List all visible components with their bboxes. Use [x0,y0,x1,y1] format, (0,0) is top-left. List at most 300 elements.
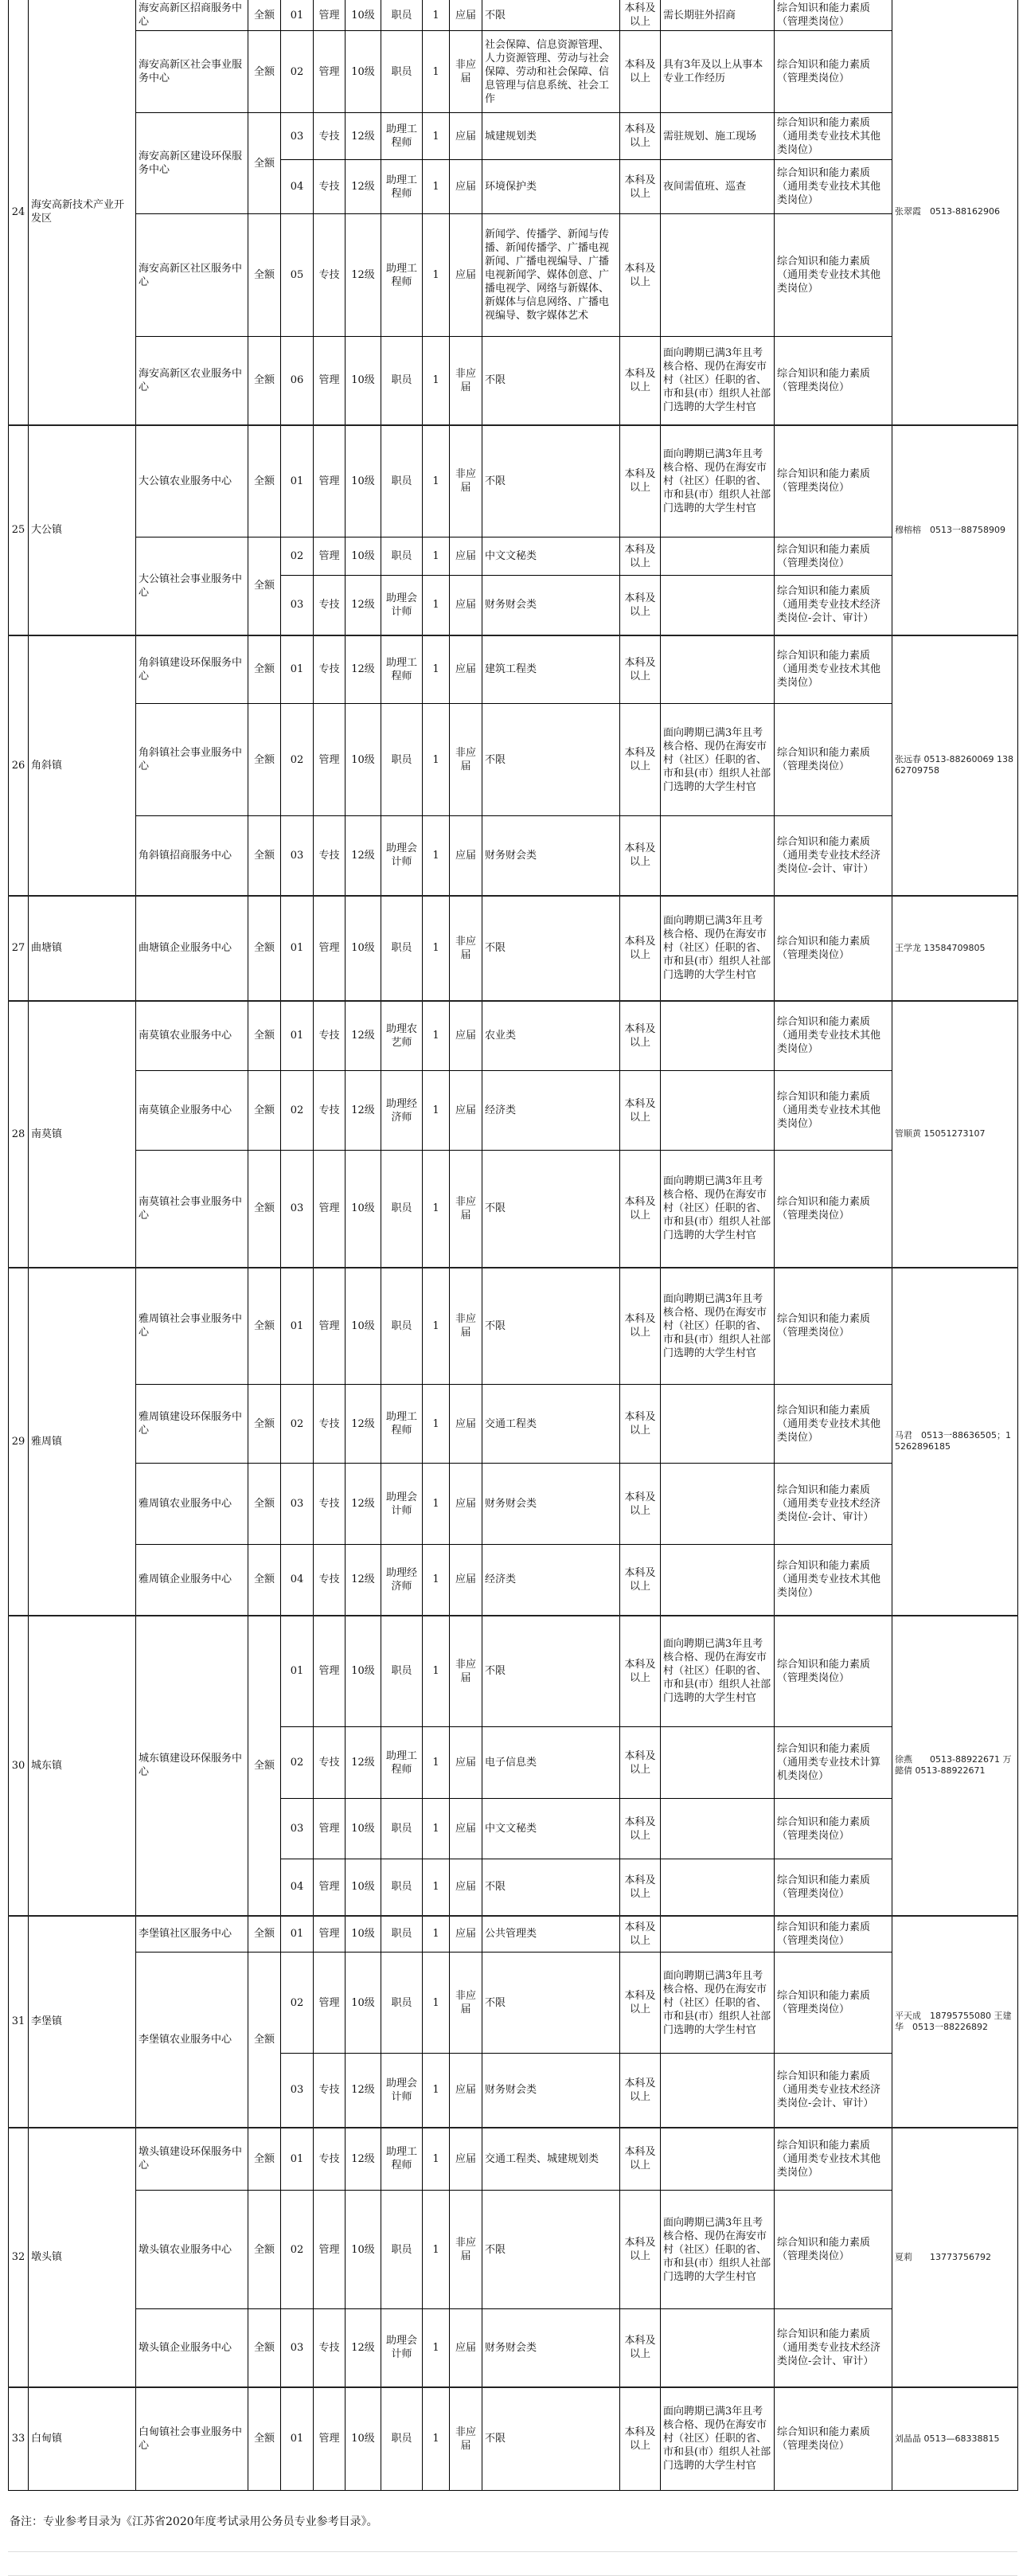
unit-name: 李堡镇社区服务中心 [136,1916,248,1953]
position-title: 助理会计师 [381,2054,423,2128]
education-requirement: 本科及以上 [620,1464,661,1545]
table-row [9,1001,1018,1071]
position-type: 管理 [314,1859,346,1916]
major-requirement: 不限 [482,1268,620,1385]
other-requirement [661,635,775,704]
position-level: 10级 [346,337,381,425]
exam-subject: 综合知识和能力素质（通用类专业技术其他类岗位） [775,1385,892,1464]
other-requirement: 面向聘期已满3年且考核合格、现仍在海安市村（社区）任职的省、市和县(市）组织人社部门选聘的大学生村官 [661,896,775,1001]
hire-count: 1 [423,537,450,576]
hire-count: 1 [423,1071,450,1151]
unit-name: 海安高新区农业服务中心 [136,337,248,425]
funding-type: 全额 [248,896,281,1001]
position-type: 专技 [314,1545,346,1616]
position-title: 职员 [381,1916,423,1953]
funding-type: 全额 [248,537,281,635]
candidate-type: 非应届 [450,1151,482,1268]
funding-type: 全额 [248,1953,281,2128]
table-row [9,337,1018,425]
candidate-type: 非应届 [450,1953,482,2054]
position-title: 职员 [381,1616,423,1727]
position-type: 管理 [314,2191,346,2309]
exam-subject: 综合知识和能力素质（通用类专业技术其他类岗位） [775,1545,892,1616]
position-title: 助理会计师 [381,2309,423,2387]
major-requirement: 不限 [482,337,620,425]
position-level: 10级 [346,1799,381,1859]
major-requirement: 交通工程类、城建规划类 [482,2128,620,2191]
position-level: 10级 [346,704,381,816]
position-code: 02 [281,1071,314,1151]
education-requirement: 本科及以上 [620,214,661,337]
candidate-type: 应届 [450,2128,482,2191]
hire-count: 1 [423,2054,450,2128]
other-requirement: 面向聘期已满3年且考核合格、现仍在海安市村（社区）任职的省、市和县(市）组织人社部门选聘的大学生村官 [661,1268,775,1385]
position-type: 管理 [314,537,346,576]
contact-info: 张远春 0513-88260069 13862709758 [892,635,1018,896]
unit-name: 墩头镇农业服务中心 [136,2191,248,2309]
position-level: 12级 [346,2128,381,2191]
hire-count: 1 [423,896,450,1001]
major-requirement: 中文文秘类 [482,537,620,576]
position-title: 助理会计师 [381,576,423,635]
major-requirement: 新闻学、传播学、新闻与传播、新闻传播学、广播电视新闻、广播电视编导、广播电视新闻学、媒体创意、广播电视学、网络与新媒体、新媒体与信息网络、广播电视编导、数字媒体艺术 [482,214,620,337]
position-title: 助理工程师 [381,1385,423,1464]
candidate-type: 应届 [450,1799,482,1859]
other-requirement: 面向聘期已满3年且考核合格、现仍在海安市村（社区）任职的省、市和县(市）组织人社部门选聘的大学生村官 [661,1151,775,1268]
position-code: 02 [281,1727,314,1799]
major-requirement: 社会保障、信息资源管理、人力资源管理、劳动与社会保障、劳动和社会保障、信息管理与信息系统、社会工作 [482,31,620,113]
position-code: 04 [281,160,314,214]
contact-info: 刘晶晶 0513—68338815 [892,2387,1018,2491]
education-requirement: 本科及以上 [620,2128,661,2191]
education-requirement: 本科及以上 [620,425,661,537]
other-requirement [661,1916,775,1953]
major-requirement: 经济类 [482,1071,620,1151]
funding-type: 全额 [248,1268,281,1385]
hire-count: 1 [423,1385,450,1464]
hire-count: 1 [423,2387,450,2491]
position-title: 职员 [381,2387,423,2491]
position-title: 职员 [381,2191,423,2309]
candidate-type: 非应届 [450,1616,482,1727]
funding-type: 全额 [248,0,281,31]
position-level: 12级 [346,1464,381,1545]
position-code: 02 [281,2191,314,2309]
other-requirement [661,214,775,337]
unit-name: 南莫镇企业服务中心 [136,1071,248,1151]
position-title: 助理会计师 [381,1464,423,1545]
candidate-type: 应届 [450,214,482,337]
position-type: 管理 [314,1151,346,1268]
major-requirement: 电子信息类 [482,1727,620,1799]
unit-name: 大公镇农业服务中心 [136,425,248,537]
other-requirement: 面向聘期已满3年且考核合格、现仍在海安市村（社区）任职的省、市和县(市）组织人社部门选聘的大学生村官 [661,2387,775,2491]
hire-count: 1 [423,1151,450,1268]
unit-name: 墩头镇企业服务中心 [136,2309,248,2387]
education-requirement: 本科及以上 [620,1151,661,1268]
position-type: 专技 [314,1071,346,1151]
major-requirement: 不限 [482,2191,620,2309]
position-title: 职员 [381,1268,423,1385]
group-index: 31 [9,1916,29,2128]
position-code: 03 [281,1799,314,1859]
hire-count: 1 [423,1001,450,1071]
hire-count: 1 [423,1616,450,1727]
education-requirement: 本科及以上 [620,31,661,113]
education-requirement: 本科及以上 [620,1268,661,1385]
other-requirement [661,1464,775,1545]
hire-count: 1 [423,576,450,635]
other-requirement: 面向聘期已满3年且考核合格、现仍在海安市村（社区）任职的省、市和县(市）组织人社部门选聘的大学生村官 [661,704,775,816]
unit-name: 大公镇社会事业服务中心 [136,537,248,635]
position-level: 10级 [346,2191,381,2309]
position-type: 专技 [314,576,346,635]
position-type: 专技 [314,816,346,896]
funding-type: 全额 [248,704,281,816]
major-requirement: 财务财会类 [482,2309,620,2387]
table-row [9,1616,1018,1727]
empty-row [8,2552,1017,2576]
position-code: 03 [281,1151,314,1268]
major-requirement: 经济类 [482,1545,620,1616]
education-requirement: 本科及以上 [620,635,661,704]
table-row [9,1953,1018,2054]
hire-count: 1 [423,1727,450,1799]
group-index: 27 [9,896,29,1001]
position-code: 05 [281,214,314,337]
exam-subject: 综合知识和能力素质（通用类专业技术经济类岗位-会计、审计） [775,816,892,896]
table-row [9,1464,1018,1545]
major-requirement: 财务财会类 [482,576,620,635]
other-requirement [661,1799,775,1859]
exam-subject: 综合知识和能力素质（管理类岗位） [775,704,892,816]
other-requirement: 需驻规划、施工现场 [661,113,775,160]
major-requirement: 农业类 [482,1001,620,1071]
table-row [9,425,1018,537]
major-requirement: 中文文秘类 [482,1799,620,1859]
candidate-type: 应届 [450,1916,482,1953]
department-name: 城东镇 [29,1616,136,1916]
exam-subject: 综合知识和能力素质（管理类岗位） [775,1953,892,2054]
exam-subject: 综合知识和能力素质（管理类岗位） [775,1616,892,1727]
exam-subject: 综合知识和能力素质（通用类专业技术其他类岗位） [775,1001,892,1071]
major-requirement: 不限 [482,2387,620,2491]
table-row [9,1151,1018,1268]
other-requirement: 面向聘期已满3年且考核合格、现仍在海安市村（社区）任职的省、市和县(市）组织人社部门选聘的大学生村官 [661,425,775,537]
unit-name: 南莫镇农业服务中心 [136,1001,248,1071]
major-requirement: 财务财会类 [482,1464,620,1545]
position-code: 01 [281,2387,314,2491]
hire-count: 1 [423,704,450,816]
education-requirement: 本科及以上 [620,113,661,160]
contact-info: 张翠霞 0513-88162906 [892,0,1018,425]
candidate-type: 应届 [450,2054,482,2128]
exam-subject: 综合知识和能力素质（管理类岗位） [775,1916,892,1953]
unit-name: 李堡镇农业服务中心 [136,1953,248,2128]
other-requirement [661,537,775,576]
hire-count: 1 [423,113,450,160]
major-requirement: 不限 [482,896,620,1001]
position-level: 10级 [346,537,381,576]
position-type: 管理 [314,425,346,537]
major-requirement: 不限 [482,0,620,31]
education-requirement: 本科及以上 [620,704,661,816]
candidate-type: 应届 [450,1859,482,1916]
table-row [9,1385,1018,1464]
table-row [9,537,1018,576]
candidate-type: 应届 [450,160,482,214]
education-requirement: 本科及以上 [620,576,661,635]
funding-type: 全额 [248,2309,281,2387]
position-title: 职员 [381,1953,423,2054]
position-title: 职员 [381,1799,423,1859]
unit-name: 雅周镇企业服务中心 [136,1545,248,1616]
major-requirement: 不限 [482,1151,620,1268]
funding-type: 全额 [248,1616,281,1916]
candidate-type: 应届 [450,1464,482,1545]
education-requirement: 本科及以上 [620,337,661,425]
unit-name: 白甸镇社会事业服务中心 [136,2387,248,2491]
candidate-type: 非应届 [450,425,482,537]
exam-subject: 综合知识和能力素质（管理类岗位） [775,337,892,425]
table-row [9,2309,1018,2387]
position-code: 01 [281,635,314,704]
position-code: 03 [281,2054,314,2128]
hire-count: 1 [423,1799,450,1859]
department-name: 角斜镇 [29,635,136,896]
other-requirement: 夜间需值班、巡查 [661,160,775,214]
position-code: 03 [281,113,314,160]
unit-name: 雅周镇建设环保服务中心 [136,1385,248,1464]
position-title: 助理经济师 [381,1545,423,1616]
unit-name: 角斜镇招商服务中心 [136,816,248,896]
other-requirement: 面向聘期已满3年且考核合格、现仍在海安市村（社区）任职的省、市和县(市）组织人社部门选聘的大学生村官 [661,2191,775,2309]
position-title: 职员 [381,337,423,425]
unit-name: 南莫镇社会事业服务中心 [136,1151,248,1268]
position-level: 10级 [346,1616,381,1727]
education-requirement: 本科及以上 [620,896,661,1001]
candidate-type: 应届 [450,635,482,704]
hire-count: 1 [423,160,450,214]
position-level: 10级 [346,425,381,537]
position-code: 03 [281,2309,314,2387]
hire-count: 1 [423,1464,450,1545]
position-title: 职员 [381,896,423,1001]
education-requirement: 本科及以上 [620,1385,661,1464]
exam-subject: 综合知识和能力素质（管理类岗位） [775,1151,892,1268]
table-row [9,1268,1018,1385]
exam-subject: 综合知识和能力素质（管理类岗位） [775,425,892,537]
table-row [9,816,1018,896]
position-title: 职员 [381,0,423,31]
exam-subject: 综合知识和能力素质（通用类专业技术经济类岗位-会计、审计） [775,2309,892,2387]
candidate-type: 应届 [450,1727,482,1799]
position-type: 专技 [314,1001,346,1071]
position-type: 管理 [314,1799,346,1859]
candidate-type: 非应届 [450,2387,482,2491]
exam-subject: 综合知识和能力素质（管理类岗位） [775,2191,892,2309]
position-code: 02 [281,1953,314,2054]
exam-subject: 综合知识和能力素质（管理类岗位） [775,31,892,113]
position-level: 10级 [346,1151,381,1268]
exam-subject: 综合知识和能力素质（通用类专业技术其他类岗位） [775,635,892,704]
position-type: 专技 [314,1464,346,1545]
position-type: 专技 [314,113,346,160]
education-requirement: 本科及以上 [620,2054,661,2128]
position-type: 管理 [314,0,346,31]
hire-count: 1 [423,2128,450,2191]
candidate-type: 应届 [450,816,482,896]
contact-info: 穆榕榕 0513一88758909 [892,425,1018,635]
position-type: 管理 [314,2387,346,2491]
exam-subject: 综合知识和能力素质（管理类岗位） [775,1268,892,1385]
exam-subject: 综合知识和能力素质（管理类岗位） [775,2387,892,2491]
hire-count: 1 [423,1545,450,1616]
position-title: 助理会计师 [381,816,423,896]
position-code: 01 [281,1616,314,1727]
position-code: 01 [281,1001,314,1071]
position-title: 职员 [381,704,423,816]
major-requirement: 不限 [482,1616,620,1727]
unit-name: 城东镇建设环保服务中心 [136,1616,248,1916]
position-level: 12级 [346,1001,381,1071]
candidate-type: 应届 [450,537,482,576]
other-requirement [661,1071,775,1151]
funding-type: 全额 [248,1071,281,1151]
funding-type: 全额 [248,1001,281,1071]
table-row [9,2191,1018,2309]
position-code: 04 [281,1859,314,1916]
position-code: 06 [281,337,314,425]
group-index: 28 [9,1001,29,1268]
major-requirement: 财务财会类 [482,816,620,896]
candidate-type: 非应届 [450,896,482,1001]
major-requirement: 不限 [482,1953,620,2054]
department-name: 大公镇 [29,425,136,635]
position-type: 管理 [314,31,346,113]
department-name: 海安高新技术产业开发区 [29,0,136,425]
position-level: 12级 [346,1385,381,1464]
table-row [9,1545,1018,1616]
funding-type: 全额 [248,1385,281,1464]
position-level: 12级 [346,1727,381,1799]
position-level: 12级 [346,576,381,635]
education-requirement: 本科及以上 [620,1953,661,2054]
position-level: 12级 [346,2054,381,2128]
group-index: 33 [9,2387,29,2491]
other-requirement [661,2128,775,2191]
hire-count: 1 [423,31,450,113]
group-index: 26 [9,635,29,896]
education-requirement: 本科及以上 [620,1799,661,1859]
education-requirement: 本科及以上 [620,2191,661,2309]
position-code: 03 [281,576,314,635]
exam-subject: 综合知识和能力素质（通用类专业技术其他类岗位） [775,2128,892,2191]
position-title: 职员 [381,537,423,576]
funding-type: 全额 [248,31,281,113]
group-index: 32 [9,2128,29,2387]
education-requirement: 本科及以上 [620,160,661,214]
unit-name: 角斜镇社会事业服务中心 [136,704,248,816]
table-row [9,0,1018,31]
position-type: 管理 [314,1616,346,1727]
position-level: 10级 [346,1859,381,1916]
position-level: 12级 [346,635,381,704]
hire-count: 1 [423,1268,450,1385]
other-requirement [661,1545,775,1616]
position-level: 10级 [346,1953,381,2054]
contact-info: 管顺黄 15051273107 [892,1001,1018,1268]
major-requirement: 城建规划类 [482,113,620,160]
position-level: 10级 [346,896,381,1001]
candidate-type: 应届 [450,1001,482,1071]
position-title: 助理工程师 [381,635,423,704]
table-row [9,2128,1018,2191]
other-requirement [661,1385,775,1464]
position-level: 12级 [346,113,381,160]
department-name: 曲塘镇 [29,896,136,1001]
position-title: 助理工程师 [381,160,423,214]
funding-type: 全额 [248,2387,281,2491]
position-title: 助理工程师 [381,113,423,160]
major-requirement: 不限 [482,425,620,537]
department-name: 南莫镇 [29,1001,136,1268]
funding-type: 全额 [248,2191,281,2309]
candidate-type: 应届 [450,1545,482,1616]
contact-info: 夏莉 13773756792 [892,2128,1018,2387]
candidate-type: 非应届 [450,2191,482,2309]
position-title: 助理工程师 [381,2128,423,2191]
funding-type: 全额 [248,635,281,704]
contact-info: 平天成 18795755080 王建华 0513一88226892 [892,1916,1018,2128]
funding-type: 全额 [248,113,281,214]
exam-subject: 综合知识和能力素质（通用类专业技术经济类岗位-会计、审计） [775,1464,892,1545]
position-title: 助理经济师 [381,1071,423,1151]
other-requirement: 具有3年及以上从事本专业工作经历 [661,31,775,113]
group-index: 24 [9,0,29,425]
position-type: 专技 [314,1385,346,1464]
table-row [9,1916,1018,1953]
unit-name: 墩头镇建设环保服务中心 [136,2128,248,2191]
position-code: 01 [281,896,314,1001]
position-code: 03 [281,1464,314,1545]
contact-info: 马君 0513一88636505；15262896185 [892,1268,1018,1616]
education-requirement: 本科及以上 [620,0,661,31]
candidate-type: 应届 [450,0,482,31]
candidate-type: 非应届 [450,337,482,425]
candidate-type: 非应届 [450,704,482,816]
position-code: 02 [281,1385,314,1464]
exam-subject: 综合知识和能力素质（通用类专业技术其他类岗位） [775,1071,892,1151]
position-title: 助理工程师 [381,214,423,337]
unit-name: 海安高新区建设环保服务中心 [136,113,248,214]
hire-count: 1 [423,214,450,337]
position-code: 03 [281,816,314,896]
position-title: 助理工程师 [381,1727,423,1799]
position-level: 12级 [346,1071,381,1151]
table-row [9,704,1018,816]
position-level: 10级 [346,31,381,113]
education-requirement: 本科及以上 [620,816,661,896]
education-requirement: 本科及以上 [620,537,661,576]
footnote: 备注：专业参考目录为《江苏省2020年度考试录用公务员专业参考目录》。 [8,2491,1017,2552]
table-row [9,2387,1018,2491]
other-requirement: 面向聘期已满3年且考核合格、现仍在海安市村（社区）任职的省、市和县(市）组织人社部门选聘的大学生村官 [661,1616,775,1727]
contact-info: 徐燕 0513-88922671 万懿倩 0513-88922671 [892,1616,1018,1916]
education-requirement: 本科及以上 [620,1001,661,1071]
position-type: 管理 [314,1916,346,1953]
exam-subject: 综合知识和能力素质（通用类专业技术计算机类岗位） [775,1727,892,1799]
